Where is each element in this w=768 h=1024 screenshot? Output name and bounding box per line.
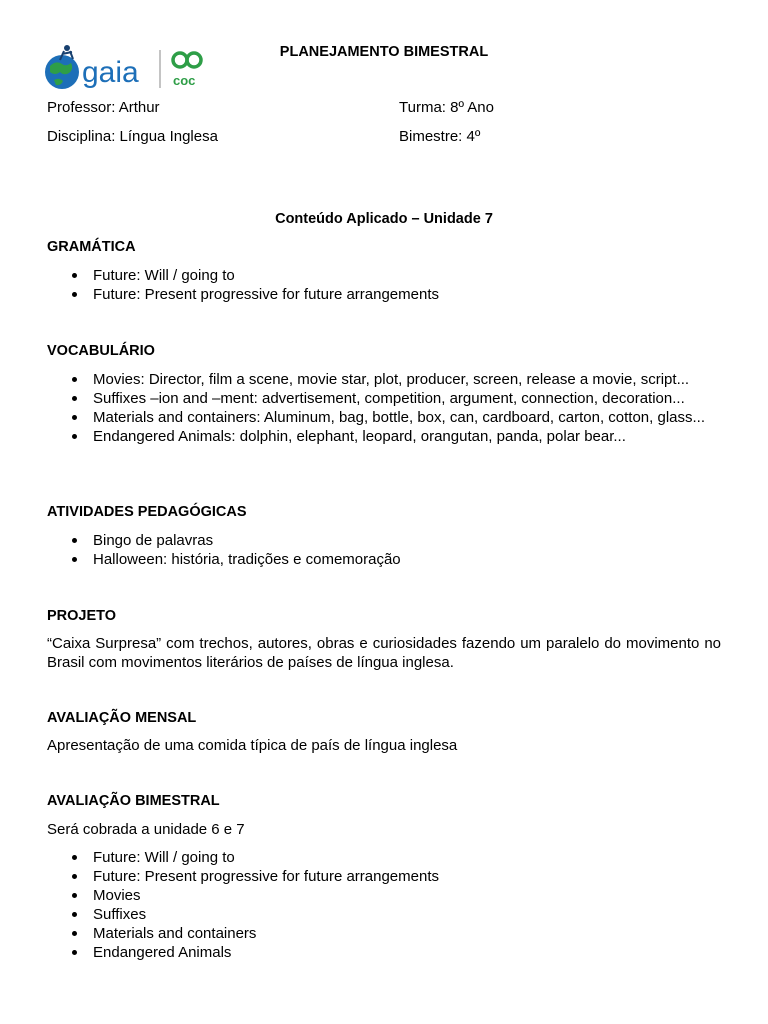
projeto-heading: PROJETO [47, 608, 117, 624]
list-item: Future: Present progressive for future arrangements [47, 867, 721, 886]
list-item: Endangered Animals [47, 943, 721, 962]
list-item: Bingo de palavras [47, 531, 721, 550]
list-item: Future: Present progressive for future arrangements [47, 285, 721, 304]
list-item: Suffixes [47, 905, 721, 924]
svg-text:coc: coc [173, 73, 196, 88]
vocabulario-list [47, 370, 721, 446]
svg-text:gaia: gaia [82, 56, 139, 89]
projeto-text: “Caixa Surpresa” com trechos, autores, obras e curiosidades fazendo um paralelo do movimento no Brasil com movimentos literários de países de língua inglesa. [47, 635, 721, 671]
content-title: Conteúdo Aplicado – Unidade 7 [275, 211, 493, 227]
list-item: Materials and containers: Aluminum, bag, bottle, box, can, cardboard, carton, cotton, glass... [47, 408, 721, 427]
atividades-list [47, 531, 721, 569]
avaliacao-bimestral-text: Será cobrada a unidade 6 e 7 [47, 821, 245, 838]
gramatica-heading: GRAMÁTICA [47, 239, 136, 255]
disciplina-field: Disciplina: Língua Inglesa [47, 128, 218, 145]
list-item: Endangered Animals: dolphin, elephant, leopard, orangutan, panda, polar bear... [47, 427, 721, 446]
document-title: PLANEJAMENTO BIMESTRAL [279, 44, 489, 60]
atividades-heading: ATIVIDADES PEDAGÓGICAS [47, 504, 247, 520]
list-item: Halloween: história, tradições e comemoração [47, 550, 721, 569]
list-item: Future: Will / going to [47, 266, 721, 285]
avaliacao-bimestral-list [47, 848, 721, 962]
gramatica-list [47, 266, 721, 304]
avaliacao-bimestral-heading: AVALIAÇÃO BIMESTRAL [47, 793, 220, 809]
list-item: Movies [47, 886, 721, 905]
avaliacao-mensal-text: Apresentação de uma comida típica de país de língua inglesa [47, 737, 458, 754]
list-item: Movies: Director, film a scene, movie star, plot, producer, screen, release a movie, script... [47, 370, 721, 389]
list-item: Materials and containers [47, 924, 721, 943]
bimestre-field: Bimestre: 4º [399, 128, 481, 145]
vocabulario-heading: VOCABULÁRIO [47, 343, 155, 359]
list-item: Future: Will / going to [47, 848, 721, 867]
avaliacao-mensal-heading: AVALIAÇÃO MENSAL [47, 710, 197, 726]
professor-field: Professor: Arthur [47, 99, 160, 116]
turma-field: Turma: 8º Ano [399, 99, 494, 116]
list-item: Suffixes –ion and –ment: advertisement, competition, argument, connection, decoration... [47, 389, 721, 408]
